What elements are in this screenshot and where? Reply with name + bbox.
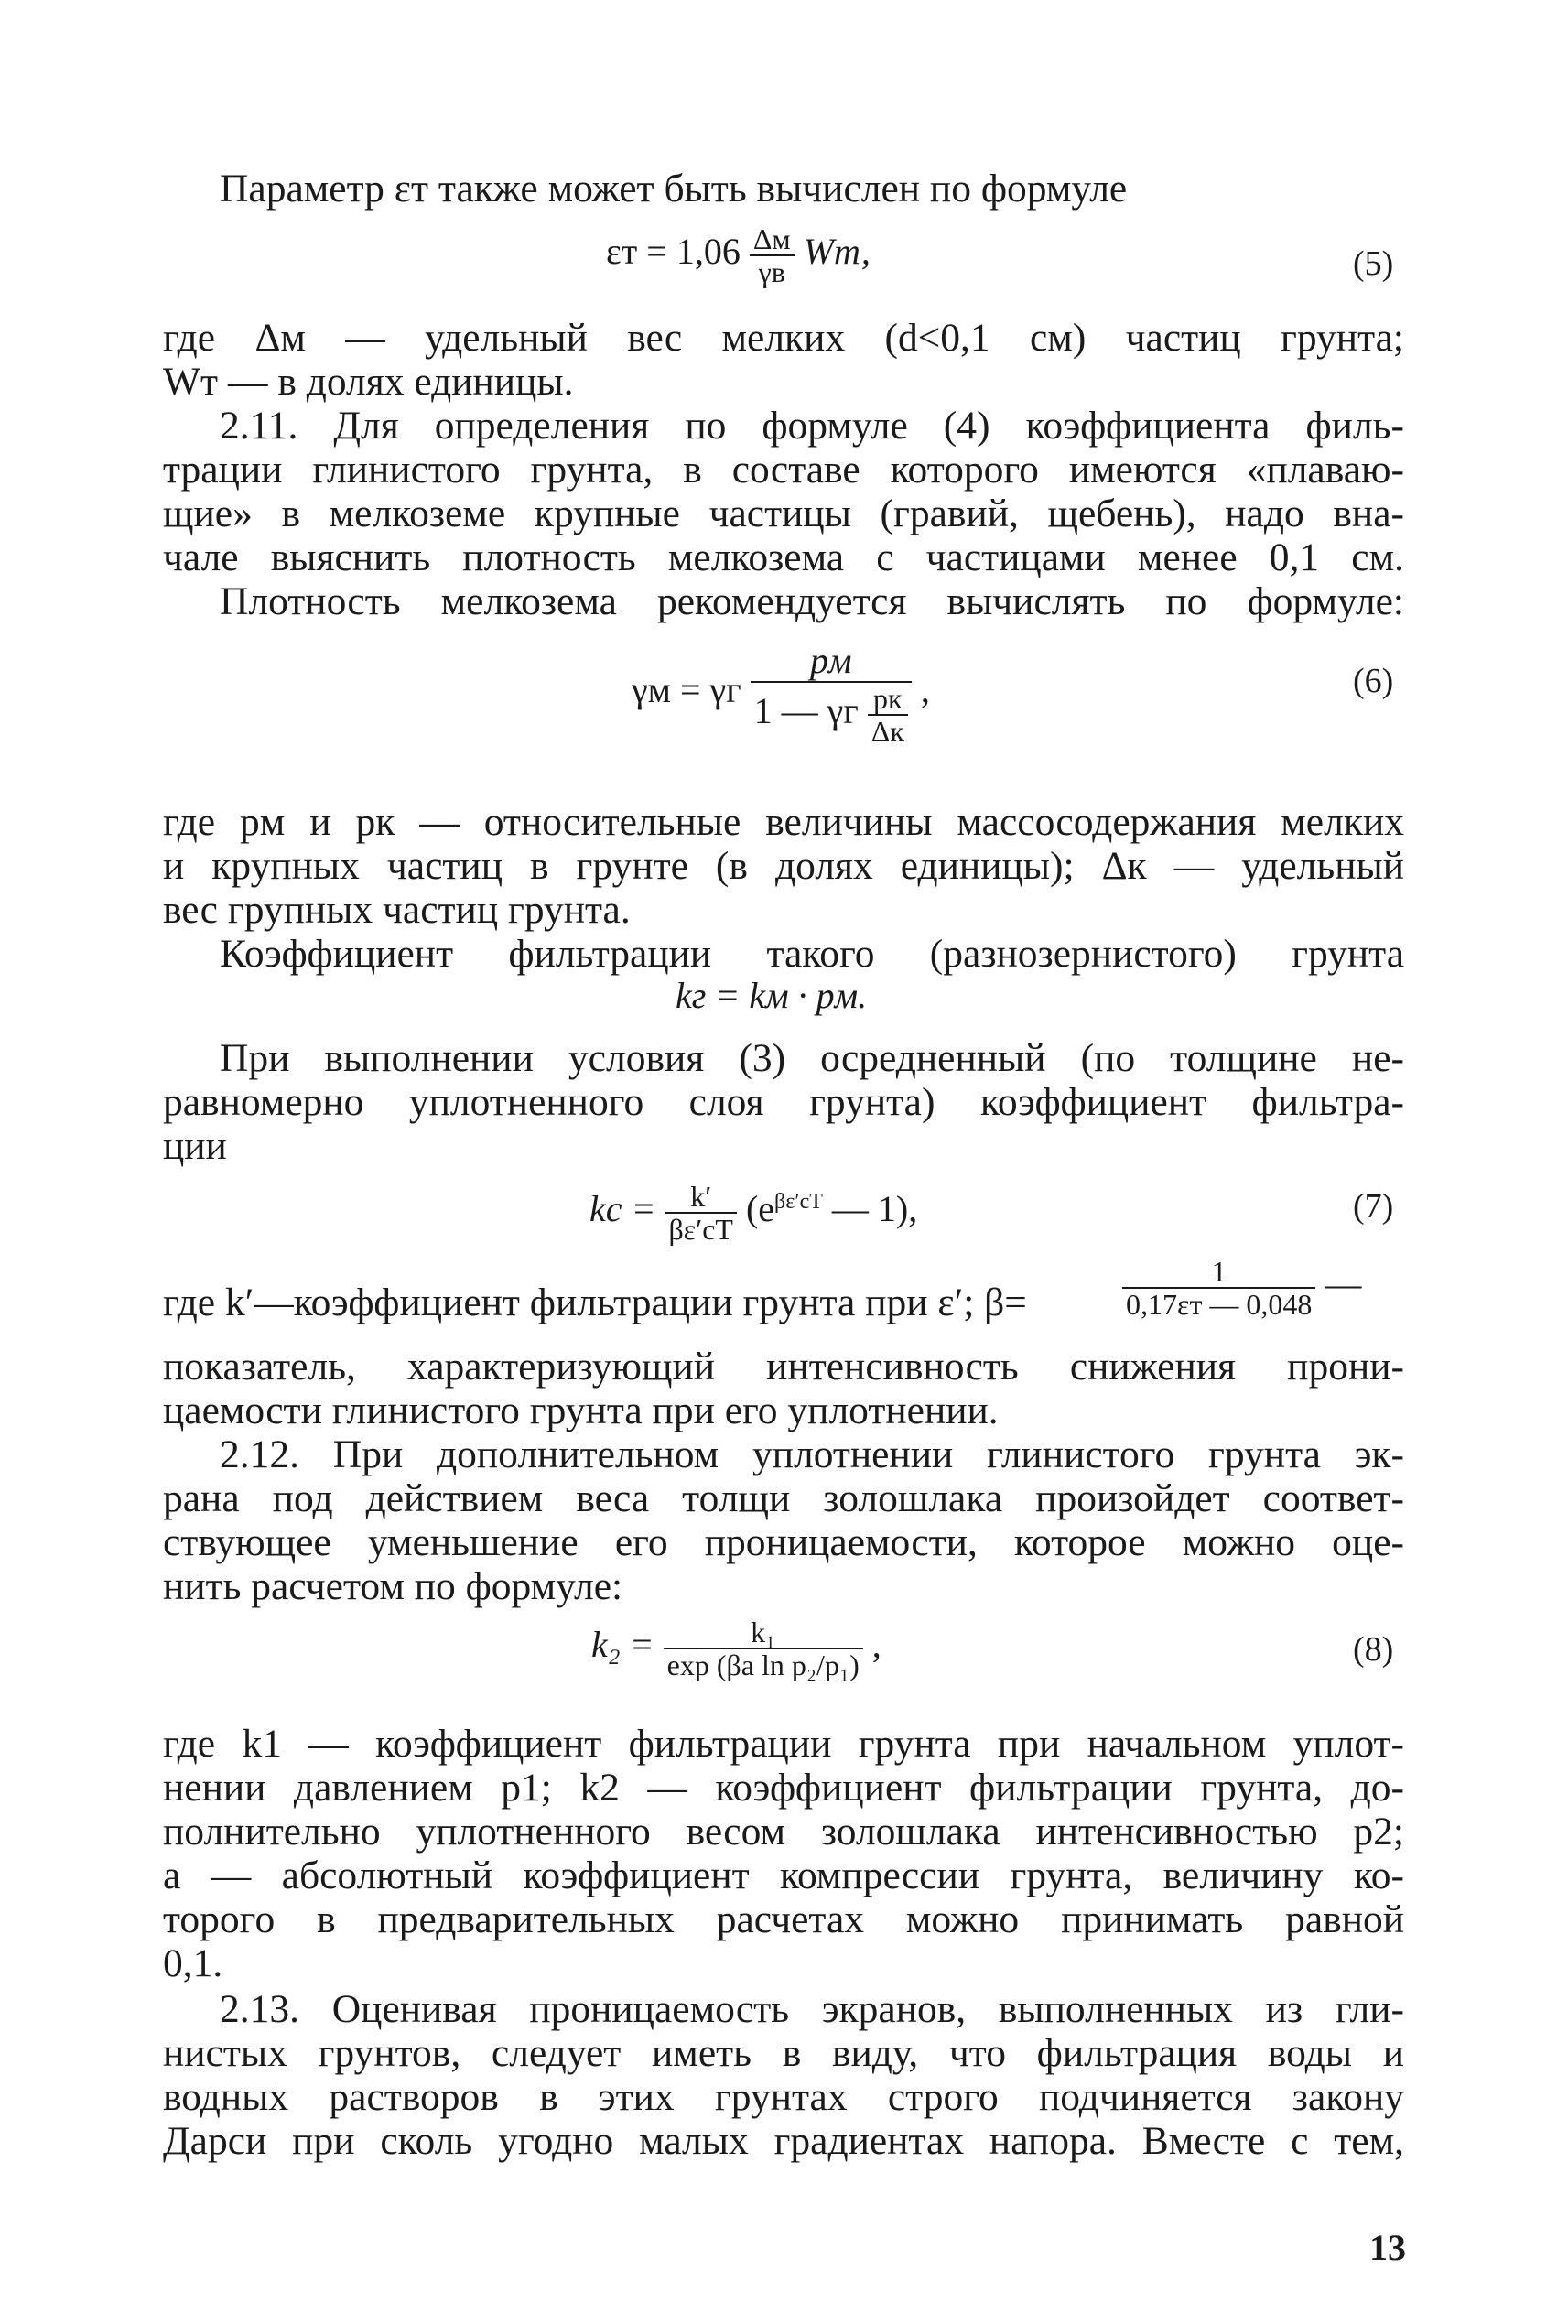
formula-kg [676,976,867,1016]
text-line: 2.13. Оценивая проницаемость экранов, выполненных из гли- [220,1987,1404,2031]
text-line: нить расчетом по формуле: [163,1564,623,1608]
formula-tail: , [871,1624,881,1666]
formula-tail: — [1325,1263,1362,1305]
equation-number: (6) [1353,662,1394,700]
formula-rhs: Wт, [803,231,871,273]
text-line: нении давлением p1; k2 — коэффициент фильтрации грунта, до- [163,1766,1404,1810]
fraction [750,223,795,287]
inner-fraction-numerator: pк [868,683,908,716]
text-line: и крупных частиц в грунте (в долях единицы); Δк — удельный [163,844,1404,888]
text-line: водных растворов в этих грунтах строго подчиняется закону [163,2075,1404,2119]
formula-6 [632,641,930,747]
formula-5 [606,223,871,287]
text-line: торого в предварительных расчетах можно принимать равной [163,1897,1404,1941]
text-line: 2.11. Для определения по формуле (4) коэффициента филь- [220,404,1404,448]
text-line: Коэффициент фильтрации такого (разнозернистого) грунта [220,932,1404,976]
text-line: При выполнении условия (3) осредненный (по толщине не- [220,1036,1404,1080]
fraction [751,641,912,747]
fraction-numerator: k′ [665,1181,737,1214]
text-line: рана под действием веса толщи золошлака произойдет соответ- [163,1476,1404,1520]
text-line: Wт — в долях единицы. [163,360,574,404]
inner-fraction-denominator: Δк [871,715,904,748]
fraction-denominator [751,683,912,747]
fraction-denominator: exp (βa ln p₂/p₁) [666,1648,860,1681]
text-line: где pм и pк — относительные величины массосодержания мелких [163,800,1404,844]
text-line: 0,1. [163,1941,223,1985]
fraction-numerator: Δм [750,223,795,256]
formula-text: kг = kм · pм. [676,975,868,1016]
text-line: Плотность мелкозема рекомендуется вычислять по формуле: [220,579,1404,623]
fraction [665,1181,737,1245]
text-line: равномерно уплотненного слоя грунта) коэффициент фильтра- [163,1080,1404,1124]
formula-beta [1122,1256,1361,1320]
fraction-denominator: βε′cT [668,1213,733,1246]
text-line: щие» в мелкоземе крупные частицы (гравий, щебень), надо вна- [163,492,1404,535]
text-line: a — абсолютный коэффициент компрессии грунта, величину ко- [163,1854,1404,1897]
text-line: вес групных частиц грунта. [163,888,631,932]
formula-lhs: γм = γг [632,669,741,711]
text-line: ции [163,1124,227,1168]
fraction-numerator: k₁ [664,1616,863,1649]
text-line: трации глинистого грунта, в составе которого имеются «плаваю- [163,448,1404,492]
fraction-numerator-text: pм [809,640,852,681]
formula-rhs: (e [745,1188,775,1230]
text-line: где k′—коэффициент фильтрации грунта при ε′; β= [163,1281,1027,1324]
formula-8 [591,1616,881,1681]
text-line: ствующее уменьшение его проницаемости, которое можно оце- [163,1520,1404,1564]
fraction-denominator: 0,17εт — 0,048 [1126,1288,1313,1321]
text-line: где Δм — удельный вес мелких (d<0,1 см) частиц грунта; [163,316,1404,360]
text-line: Дарси при сколь угодно малых градиентах напора. Вместе с тем, [163,2119,1404,2163]
page-number: 13 [1369,2227,1406,2268]
text-line: показатель, характеризующий интенсивность снижения прони- [163,1345,1404,1389]
formula-lhs: k₂ = [591,1624,654,1666]
fraction-numerator [751,641,912,683]
text-line: где k1 — коэффициент фильтрации грунта при начальном уплот- [163,1722,1404,1766]
formula-tail: , [920,669,930,711]
equation-number: (8) [1353,1630,1394,1669]
inner-fraction [868,683,908,747]
formula-lhs: kс = [589,1188,656,1230]
text-line: цаемости глинистого грунта при его уплотнении. [163,1389,999,1432]
fraction-numerator: 1 [1122,1256,1315,1289]
fraction-denominator: γв [758,255,785,288]
fraction [1122,1256,1315,1320]
fraction-denominator-prefix: 1 — γг [753,690,859,732]
fraction [664,1616,863,1681]
text-line: полнительно уплотненного весом золошлака интенсивностью p2; [163,1810,1404,1854]
formula-exponent: βε′cT [774,1189,823,1214]
formula-7 [589,1181,917,1245]
formula-lhs: εт = 1,06 [606,231,741,273]
equation-number: (7) [1353,1187,1394,1226]
text-line: Параметр εт также может быть вычислен по формуле [220,167,1128,211]
text-line: нистых грунтов, следует иметь в виду, что фильтрация воды и [163,2031,1404,2075]
text-line: 2.12. При дополнительном уплотнении глинистого грунта эк- [220,1432,1404,1476]
equation-number: (5) [1353,244,1394,283]
text-line: чале выяснить плотность мелкозема с частицами менее 0,1 см. [163,535,1404,579]
formula-rhs-end: — 1), [822,1188,918,1230]
